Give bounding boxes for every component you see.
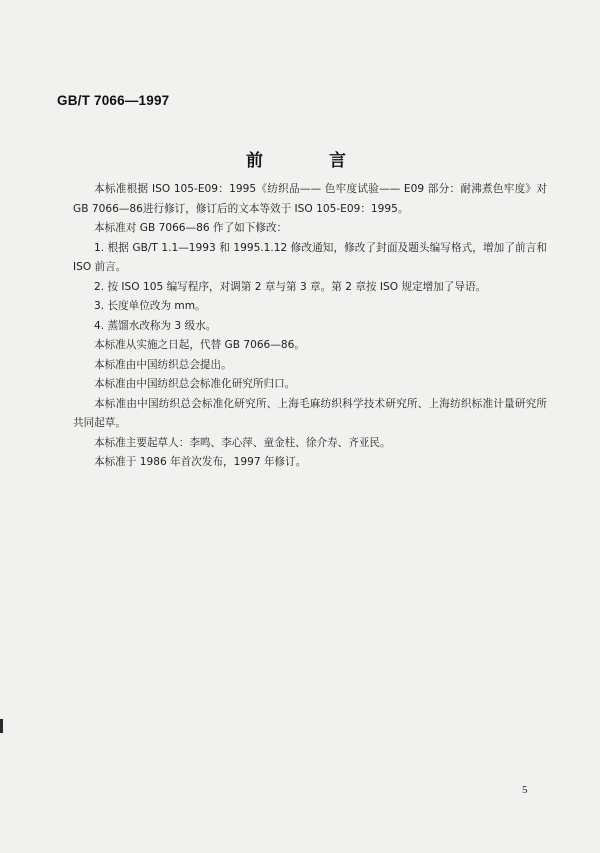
paragraph-replaces: 本标准从实施之日起，代替 GB 7066—86。 [94, 339, 305, 351]
paragraph-centralized-by: 本标准由中国纺织总会标准化研究所归口。 [94, 378, 296, 390]
foreword-body [73, 180, 547, 473]
page-number: 5 [522, 784, 528, 796]
paragraph-modifications-intro: 本标准对 GB 7066—86 作了如下修改： [94, 222, 288, 234]
page-title: 前 言 [246, 151, 376, 171]
paragraph-modification-4: 4. 蒸馏水改称为 3 级水。 [94, 319, 217, 332]
paragraph-modification-2: 2. 按 ISO 105 编写程序，对调第 2 章与第 3 章。第 2 章按 ISO 规定增加了导语。 [94, 280, 487, 293]
paragraph-proposed-by: 本标准由中国纺织总会提出。 [94, 358, 232, 371]
paragraph-drafters: 本标准主要起草人：李鸣、李心萍、童金柱、徐介寿、齐亚民。 [94, 436, 391, 449]
paragraph-modification-3: 3. 长度单位改为 mm。 [94, 300, 206, 312]
paragraph-history: 本标准于 1986 年首次发布，1997 年修订。 [94, 456, 307, 468]
scan-edge-mark [0, 719, 3, 733]
paragraph-basis: 本标准根据 ISO 105-E09：1995《纺织品—— 色牢度试验—— E09 部分：耐沸煮色牢度》对 GB 7066—86进行修订，修订后的文本等效于 ISO 105-E09：1995。 [73, 183, 547, 215]
paragraph-drafted-by: 本标准由中国纺织总会标准化研究所、上海毛麻纺织科学技术研究所、上海纺织标准计量研究所共同起草。 [73, 397, 547, 429]
paragraph-modification-1: 1. 根据 GB/T 1.1—1993 和 1995.1.12 修改通知，修改了封面及题头编写格式，增加了前言和 ISO 前言。 [73, 241, 547, 273]
standard-code: GB/T 7066—1997 [57, 93, 170, 108]
